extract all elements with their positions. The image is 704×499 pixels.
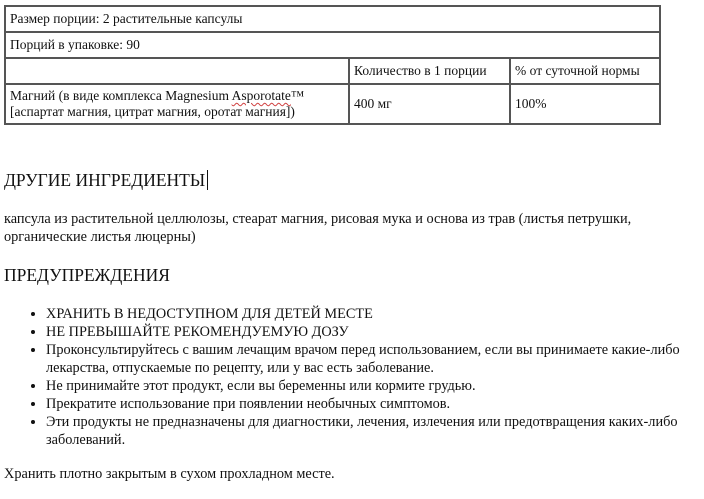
text-cursor xyxy=(207,170,208,190)
warning-item-disclaimer: • Эти продукты не предназначены для диагностики, лечения, излечения или предотвращения каких-либо заболеваний. xyxy=(46,413,698,449)
daily-value-cell: 100% xyxy=(510,84,660,124)
nutrient-name-line2: [аспартат магния, цитрат магния, оротат магния]) xyxy=(10,104,295,119)
amount-header-cell: Количество в 1 порции xyxy=(349,58,510,84)
serving-size-row xyxy=(5,6,660,32)
warning-item-stop-use: • Прекратите использование при появлении необычных симптомов. xyxy=(46,395,698,413)
other-ingredients-heading-text: ДРУГИЕ ИНГРЕДИЕНТЫ xyxy=(4,170,206,190)
nutrient-name-cell xyxy=(5,84,349,124)
nutrient-name-prefix: Магний (в виде комплекса Magnesium xyxy=(10,88,232,103)
warning-item-dose: • НЕ ПРЕВЫШАЙТЕ РЕКОМЕНДУЕМУЮ ДОЗУ xyxy=(46,323,698,341)
storage-note: Хранить плотно закрытым в сухом прохладном месте. xyxy=(4,466,335,482)
servings-per-container-cell: Порций в упаковке: 90 xyxy=(5,32,660,58)
nutrient-brand-name: Asporotate xyxy=(231,88,291,103)
servings-per-container-row xyxy=(5,32,660,58)
nutrient-name-suffix: ™ xyxy=(290,88,305,103)
other-ingredients-heading xyxy=(4,170,208,191)
warnings-list xyxy=(4,305,698,449)
warning-item-keep-away: • ХРАНИТЬ В НЕДОСТУПНОМ ДЛЯ ДЕТЕЙ МЕСТЕ xyxy=(46,305,698,323)
nutrient-header-cell xyxy=(5,58,349,84)
warnings-heading: ПРЕДУПРЕЖДЕНИЯ xyxy=(4,265,170,285)
serving-size-cell: Размер порции: 2 растительные капсулы xyxy=(5,6,660,32)
warning-item-consult: • Проконсультируйтесь с вашим лечащим врачом перед использованием, если вы принимаете какие-либо лекарства, отпускаемые по рецепту, или у вас есть заболевание. xyxy=(46,341,698,377)
table-row xyxy=(5,84,660,124)
warning-item-pregnancy: • Не принимайте этот продукт, если вы беременны или кормите грудью. xyxy=(46,377,698,395)
supplement-facts-table xyxy=(4,5,661,125)
amount-cell: 400 мг xyxy=(349,84,510,124)
supplement-info-page xyxy=(4,5,700,482)
daily-value-header-cell: % от суточной нормы xyxy=(510,58,660,84)
table-header-row xyxy=(5,58,660,84)
other-ingredients-text: капсула из растительной целлюлозы, стеарат магния, рисовая мука и основа из трав (листья петрушки, органические листья люцерны) xyxy=(4,211,632,245)
